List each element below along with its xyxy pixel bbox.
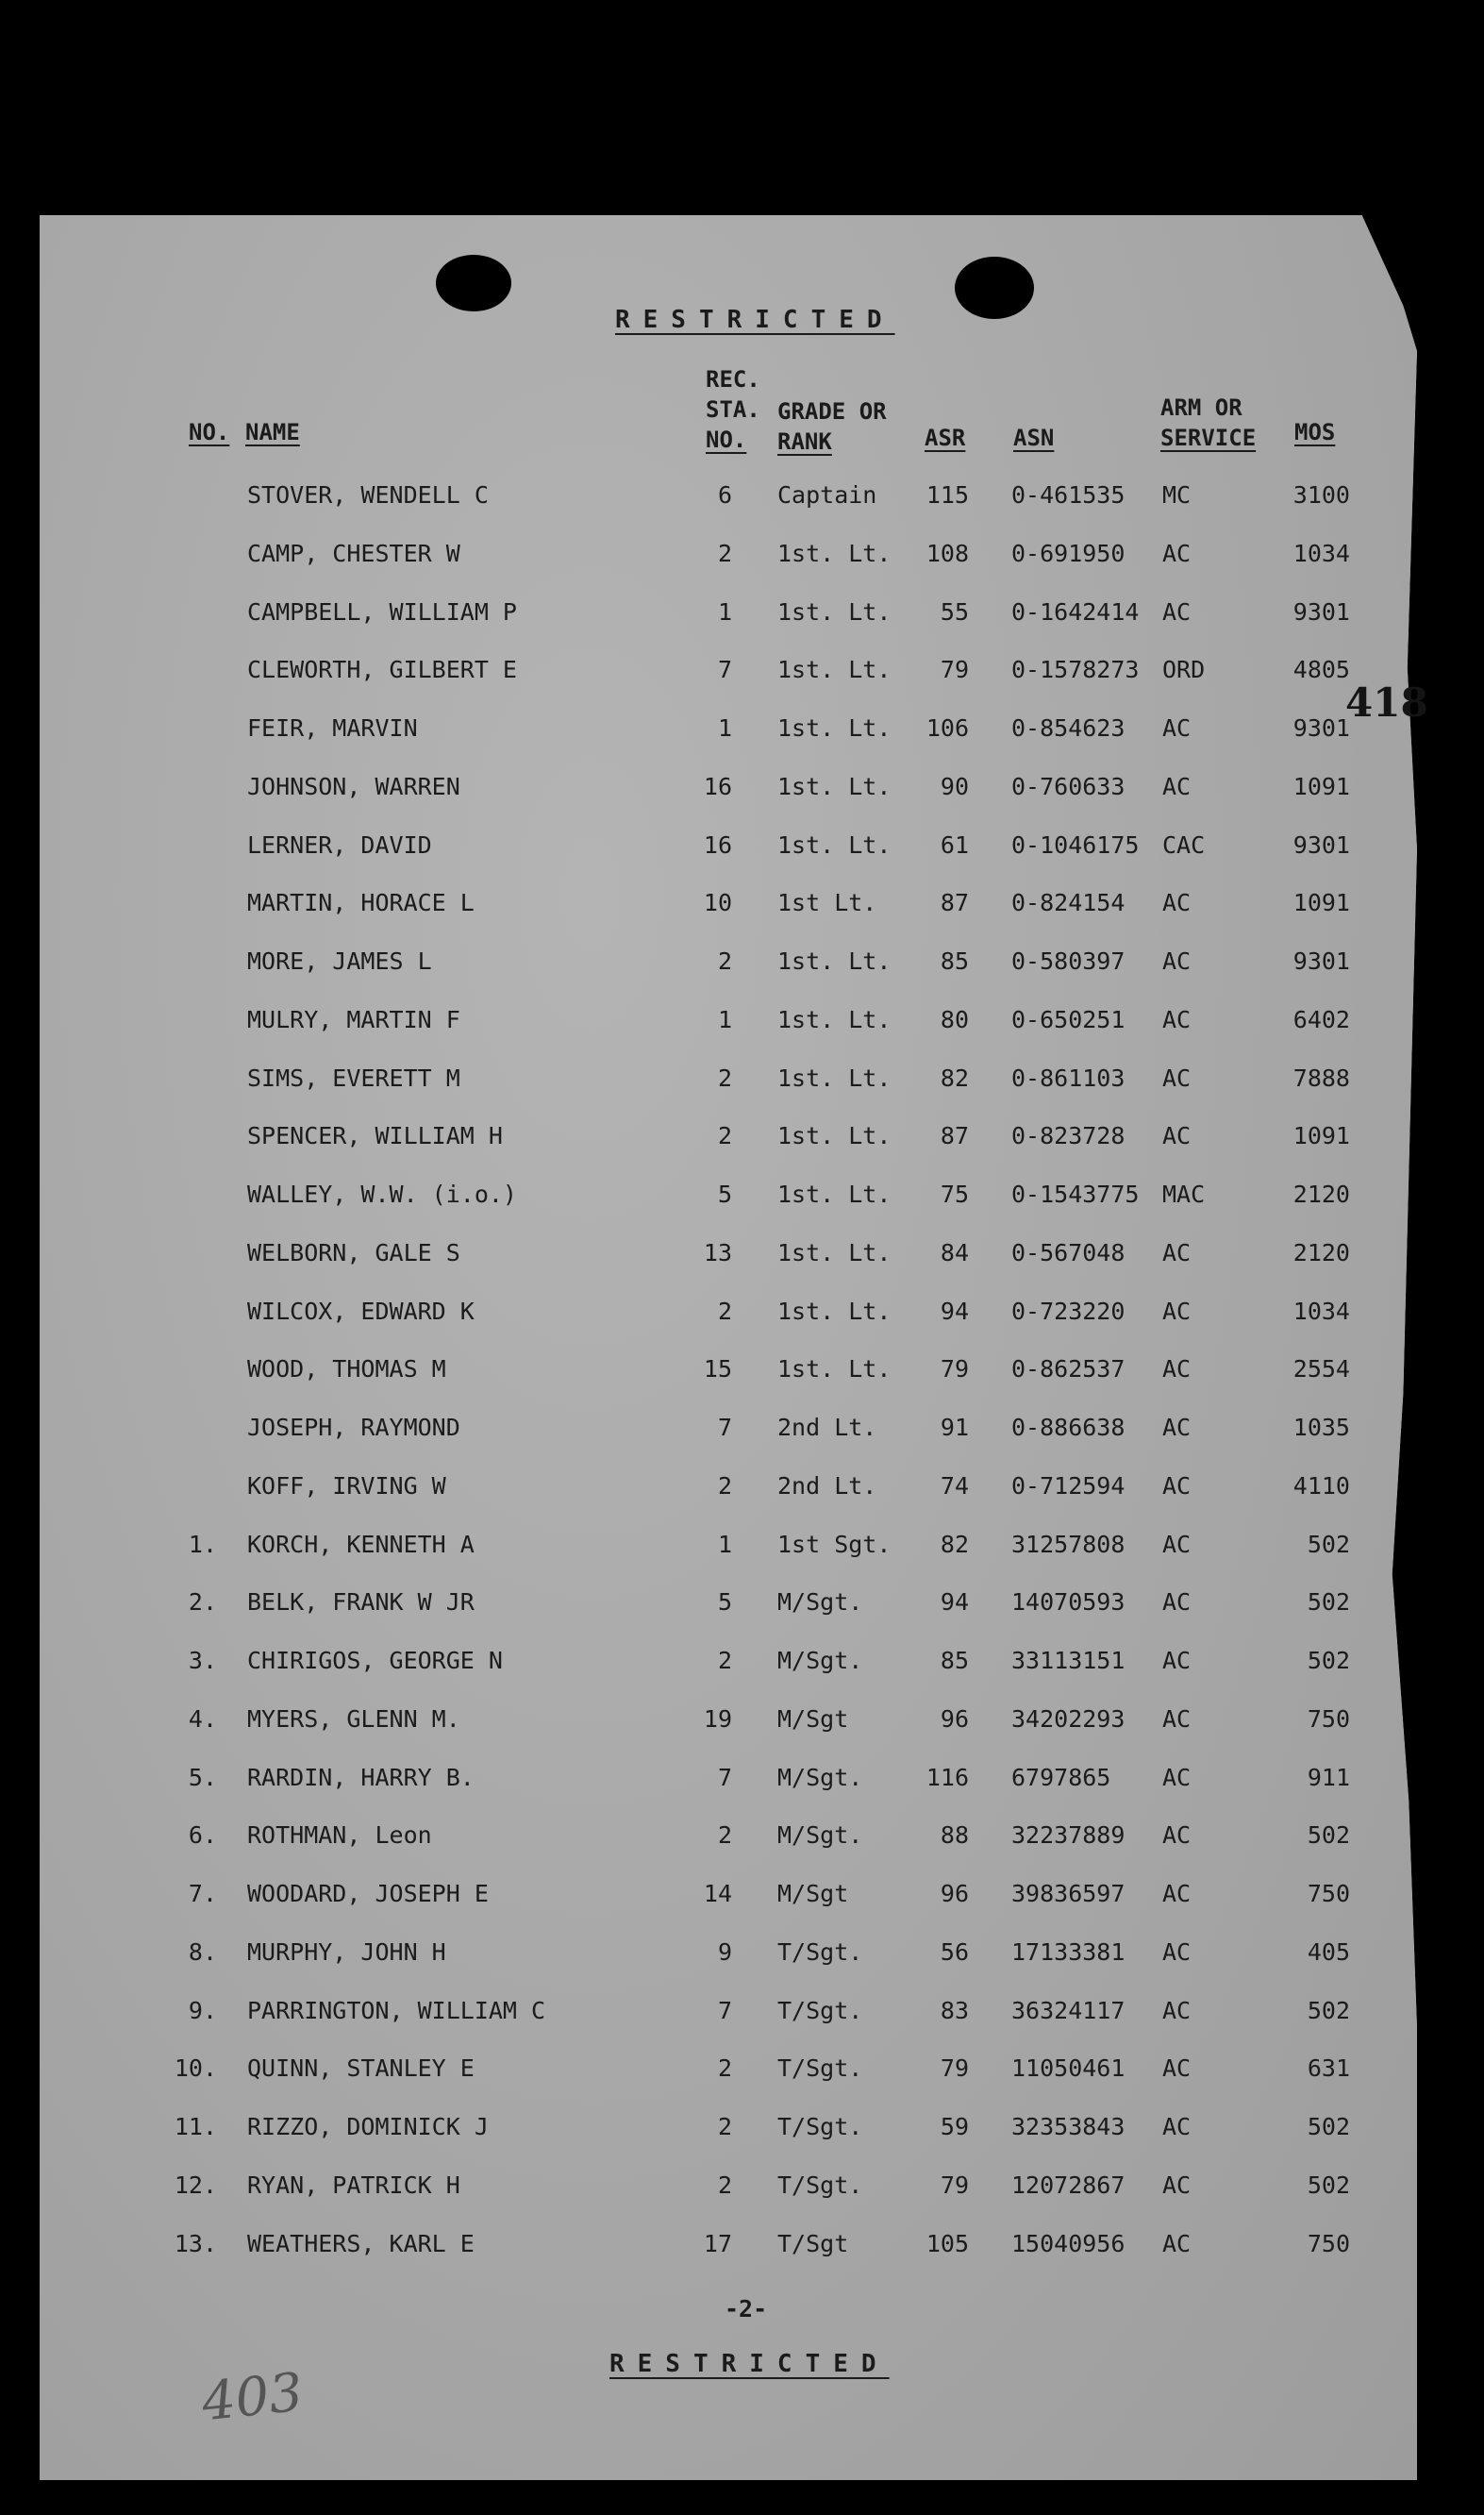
column-header-mos: MOS — [1294, 419, 1336, 445]
column-header-rec-sta-no: REC. STA. NO. — [706, 366, 760, 453]
cell-grade: M/Sgt — [777, 1880, 849, 1907]
cell-name: WELBORN, GALE S — [247, 1238, 460, 1266]
cell-arm: AC — [1162, 889, 1192, 917]
cell-sta: 2 — [717, 947, 732, 975]
cell-grade: M/Sgt. — [777, 1821, 863, 1850]
cell-asn: 0-854623 — [1011, 714, 1126, 742]
cell-name: CAMP, CHESTER W — [247, 539, 460, 567]
table-row — [0, 598, 1484, 636]
table-row — [0, 1472, 1484, 1510]
cell-grade: 1st. Lt. — [777, 947, 892, 975]
cell-arm: ORD — [1162, 656, 1206, 684]
table-row — [0, 540, 1484, 578]
cell-grade: 1st. Lt. — [777, 1064, 892, 1092]
cell-grade: 1st. Lt. — [777, 656, 892, 684]
cell-name: PARRINGTON, WILLIAM C — [247, 1996, 546, 2024]
cell-asr: 84 — [940, 1238, 969, 1266]
cell-arm: AC — [1162, 597, 1192, 626]
cell-asn: 12072867 — [1011, 2171, 1126, 2199]
table-row — [0, 1355, 1484, 1393]
cell-grade: 1st. Lt. — [777, 714, 892, 742]
cell-asn: 39836597 — [1011, 1880, 1126, 1907]
table-row — [0, 1414, 1484, 1451]
cell-name: JOHNSON, WARREN — [247, 772, 460, 800]
cell-asn: 6797865 — [1011, 1763, 1111, 1791]
cell-asn: 11050461 — [1011, 2054, 1126, 2083]
table-row — [0, 947, 1484, 985]
cell-mos: 1091 — [1292, 889, 1350, 917]
cell-name: KORCH, KENNETH A — [247, 1530, 475, 1558]
cell-name: RARDIN, HARRY B. — [247, 1763, 475, 1791]
cell-grade: 1st. Lt. — [777, 597, 892, 626]
cell-grade: 1st. Lt. — [777, 830, 892, 859]
cell-name: MARTIN, HORACE L — [247, 889, 475, 917]
cell-asr: 79 — [940, 656, 969, 684]
cell-asr: 79 — [940, 1355, 969, 1383]
cell-name: JOSEPH, RAYMOND — [247, 1414, 460, 1441]
cell-sta: 19 — [703, 1704, 732, 1733]
cell-arm: AC — [1162, 2054, 1192, 2083]
cell-arm: AC — [1162, 1471, 1192, 1500]
cell-mos: 4110 — [1292, 1471, 1350, 1500]
cell-asn: 0-861103 — [1011, 1064, 1126, 1092]
cell-grade: 1st Lt. — [777, 889, 877, 917]
cell-asr: 55 — [940, 597, 969, 626]
cell-sta: 2 — [717, 2171, 732, 2199]
cell-arm: AC — [1162, 947, 1192, 975]
cell-arm: AC — [1162, 1821, 1192, 1850]
cell-arm: AC — [1162, 1763, 1192, 1791]
cell-sta: 2 — [717, 1122, 732, 1150]
cell-name: LERNER, DAVID — [247, 830, 432, 859]
cell-asr: 75 — [940, 1181, 969, 1208]
cell-arm: MC — [1162, 481, 1192, 509]
cell-asr: 80 — [940, 1005, 969, 1033]
cell-mos: 9301 — [1292, 830, 1350, 859]
cell-mos: 405 — [1307, 1937, 1350, 1966]
page-number: -2- — [725, 2295, 768, 2322]
cell-asn: 32353843 — [1011, 2113, 1126, 2140]
cell-asn: 0-760633 — [1011, 772, 1126, 800]
cell-mos: 9301 — [1292, 597, 1350, 626]
stamped-page-number: 418 — [1345, 679, 1428, 726]
cell-arm: AC — [1162, 1937, 1192, 1966]
cell-name: STOVER, WENDELL C — [247, 481, 489, 509]
cell-mos: 750 — [1307, 1880, 1350, 1907]
table-row — [0, 656, 1484, 694]
cell-sta: 1 — [717, 714, 732, 742]
cell-sta: 1 — [717, 1005, 732, 1033]
cell-grade: 1st. Lt. — [777, 1122, 892, 1150]
cell-sta: 9 — [717, 1937, 732, 1966]
cell-grade: Captain — [777, 481, 877, 509]
cell-grade: T/Sgt. — [777, 2054, 863, 2083]
cell-mos: 750 — [1307, 1704, 1350, 1733]
cell-name: SPENCER, WILLIAM H — [247, 1122, 503, 1150]
cell-grade: 1st. Lt. — [777, 1238, 892, 1266]
cell-asn: 36324117 — [1011, 1996, 1126, 2024]
cell-arm: AC — [1162, 1064, 1192, 1092]
cell-sta: 1 — [717, 597, 732, 626]
cell-sta: 14 — [703, 1880, 732, 1907]
cell-name: MULRY, MARTIN F — [247, 1005, 460, 1033]
cell-no: 7. — [188, 1880, 217, 1907]
table-row — [0, 1588, 1484, 1626]
cell-asr: 108 — [925, 539, 969, 567]
cell-name: WILCOX, EDWARD K — [247, 1297, 475, 1325]
cell-asr: 91 — [940, 1414, 969, 1441]
cell-asn: 0-886638 — [1011, 1414, 1126, 1441]
cell-sta: 13 — [703, 1238, 732, 1266]
cell-sta: 7 — [717, 1763, 732, 1791]
cell-arm: MAC — [1162, 1181, 1206, 1208]
table-row — [0, 2171, 1484, 2209]
table-row — [0, 1006, 1484, 1044]
cell-no: 8. — [188, 1937, 217, 1966]
table-row — [0, 2054, 1484, 2092]
cell-asn: 0-1046175 — [1011, 830, 1140, 859]
cell-mos: 502 — [1307, 1821, 1350, 1850]
table-row — [0, 481, 1484, 519]
cell-name: QUINN, STANLEY E — [247, 2054, 475, 2083]
cell-mos: 502 — [1307, 1996, 1350, 2024]
cell-asr: 59 — [940, 2113, 969, 2140]
cell-asr: 61 — [940, 830, 969, 859]
cell-arm: AC — [1162, 1880, 1192, 1907]
table-row — [0, 1065, 1484, 1102]
table-row — [0, 1122, 1484, 1160]
cell-asn: 0-650251 — [1011, 1005, 1126, 1033]
cell-mos: 631 — [1307, 2054, 1350, 2083]
table-row — [0, 831, 1484, 869]
column-header-arm-service: ARM OR SERVICE — [1160, 394, 1257, 451]
table-row — [0, 1239, 1484, 1277]
table-row — [0, 1880, 1484, 1918]
table-row — [0, 1647, 1484, 1685]
cell-name: WOOD, THOMAS M — [247, 1355, 446, 1383]
cell-asn: 0-1578273 — [1011, 656, 1140, 684]
cell-sta: 7 — [717, 656, 732, 684]
table-row — [0, 2230, 1484, 2268]
cell-mos: 911 — [1307, 1763, 1350, 1791]
cell-asr: 90 — [940, 772, 969, 800]
cell-sta: 7 — [717, 1996, 732, 2024]
column-header-asn: ASN — [1013, 425, 1055, 451]
cell-sta: 2 — [717, 1471, 732, 1500]
cell-mos: 7888 — [1292, 1064, 1350, 1092]
cell-asr: 94 — [940, 1588, 969, 1617]
cell-asr: 115 — [925, 481, 969, 509]
cell-mos: 502 — [1307, 2171, 1350, 2199]
cell-name: BELK, FRANK W JR — [247, 1588, 475, 1617]
cell-mos: 1034 — [1292, 539, 1350, 567]
cell-asr: 88 — [940, 1821, 969, 1850]
cell-no: 2. — [188, 1588, 217, 1617]
cell-name: CHIRIGOS, GEORGE N — [247, 1647, 503, 1674]
cell-name: WOODARD, JOSEPH E — [247, 1880, 489, 1907]
cell-sta: 2 — [717, 1821, 732, 1850]
cell-sta: 6 — [717, 481, 732, 509]
cell-name: KOFF, IRVING W — [247, 1471, 446, 1500]
cell-asr: 96 — [940, 1880, 969, 1907]
cell-name: CAMPBELL, WILLIAM P — [247, 597, 517, 626]
cell-name: FEIR, MARVIN — [247, 714, 418, 742]
cell-asn: 0-691950 — [1011, 539, 1126, 567]
cell-asr: 87 — [940, 1122, 969, 1150]
cell-sta: 2 — [717, 539, 732, 567]
cell-sta: 10 — [703, 889, 732, 917]
cell-asn: 0-712594 — [1011, 1471, 1126, 1500]
cell-no: 6. — [188, 1821, 217, 1850]
cell-sta: 2 — [717, 1297, 732, 1325]
table-row — [0, 714, 1484, 752]
column-header-grade: GRADE OR RANK — [777, 398, 887, 455]
cell-sta: 16 — [703, 772, 732, 800]
cell-grade: 1st. Lt. — [777, 1297, 892, 1325]
restricted-footer: RESTRICTED — [609, 2350, 890, 2378]
cell-grade: T/Sgt. — [777, 1937, 863, 1966]
cell-arm: AC — [1162, 539, 1192, 567]
cell-asn: 0-461535 — [1011, 481, 1126, 509]
cell-name: WALLEY, W.W. (i.o.) — [247, 1181, 517, 1208]
table-row — [0, 773, 1484, 811]
cell-no: 12. — [174, 2171, 217, 2199]
cell-asn: 0-723220 — [1011, 1297, 1126, 1325]
table-row — [0, 1181, 1484, 1218]
table-row — [0, 1821, 1484, 1859]
cell-asr: 79 — [940, 2054, 969, 2083]
cell-asn: 0-567048 — [1011, 1238, 1126, 1266]
cell-sta: 17 — [703, 2229, 732, 2257]
cell-asn: 31257808 — [1011, 1530, 1126, 1558]
punch-hole-left — [436, 255, 511, 311]
cell-arm: CAC — [1162, 830, 1206, 859]
cell-mos: 2120 — [1292, 1181, 1350, 1208]
punch-hole-right — [955, 257, 1034, 319]
cell-name: RIZZO, DOMINICK J — [247, 2113, 489, 2140]
cell-asn: 17133381 — [1011, 1937, 1126, 1966]
cell-asr: 82 — [940, 1530, 969, 1558]
cell-name: WEATHERS, KARL E — [247, 2229, 475, 2257]
cell-name: ROTHMAN, Leon — [247, 1821, 432, 1850]
table-row — [0, 1705, 1484, 1743]
cell-asr: 85 — [940, 947, 969, 975]
cell-sta: 1 — [717, 1530, 732, 1558]
cell-asn: 0-1642414 — [1011, 597, 1140, 626]
cell-grade: M/Sgt. — [777, 1763, 863, 1791]
table-row — [0, 1531, 1484, 1568]
cell-sta: 5 — [717, 1181, 732, 1208]
cell-arm: AC — [1162, 2171, 1192, 2199]
cell-arm: AC — [1162, 1647, 1192, 1674]
column-header-name: NAME — [245, 419, 300, 445]
cell-sta: 2 — [717, 2054, 732, 2083]
table-row — [0, 1997, 1484, 2035]
column-header-asr: ASR — [925, 425, 966, 451]
cell-arm: AC — [1162, 1122, 1192, 1150]
cell-no: 3. — [188, 1647, 217, 1674]
table-row — [0, 889, 1484, 927]
cell-asr: 56 — [940, 1937, 969, 1966]
cell-arm: AC — [1162, 1996, 1192, 2024]
cell-sta: 5 — [717, 1588, 732, 1617]
cell-asr: 87 — [940, 889, 969, 917]
cell-name: CLEWORTH, GILBERT E — [247, 656, 517, 684]
cell-no: 10. — [174, 2054, 217, 2083]
restricted-header: RESTRICTED — [615, 306, 895, 334]
cell-sta: 2 — [717, 1064, 732, 1092]
cell-grade: 2nd Lt. — [777, 1471, 877, 1500]
cell-grade: 1st. Lt. — [777, 772, 892, 800]
cell-arm: AC — [1162, 1005, 1192, 1033]
cell-asr: 74 — [940, 1471, 969, 1500]
cell-name: MURPHY, JOHN H — [247, 1937, 446, 1966]
cell-asn: 0-862537 — [1011, 1355, 1126, 1383]
cell-name: RYAN, PATRICK H — [247, 2171, 460, 2199]
cell-mos: 502 — [1307, 1530, 1350, 1558]
cell-grade: 1st. Lt. — [777, 1181, 892, 1208]
cell-name: MYERS, GLENN M. — [247, 1704, 460, 1733]
cell-name: SIMS, EVERETT M — [247, 1064, 460, 1092]
cell-asn: 0-824154 — [1011, 889, 1126, 917]
cell-sta: 2 — [717, 1647, 732, 1674]
cell-asr: 79 — [940, 2171, 969, 2199]
cell-asr: 116 — [925, 1763, 969, 1791]
cell-asr: 96 — [940, 1704, 969, 1733]
cell-asn: 34202293 — [1011, 1704, 1126, 1733]
cell-mos: 2120 — [1292, 1238, 1350, 1266]
cell-grade: M/Sgt. — [777, 1588, 863, 1617]
table-row — [0, 1938, 1484, 1976]
cell-arm: AC — [1162, 1355, 1192, 1383]
cell-arm: AC — [1162, 2229, 1192, 2257]
cell-asn: 33113151 — [1011, 1647, 1126, 1674]
cell-sta: 15 — [703, 1355, 732, 1383]
cell-grade: M/Sgt. — [777, 1647, 863, 1674]
cell-mos: 1035 — [1292, 1414, 1350, 1441]
cell-mos: 1034 — [1292, 1297, 1350, 1325]
cell-grade: M/Sgt — [777, 1704, 849, 1733]
cell-mos: 1091 — [1292, 772, 1350, 800]
column-header-no: NO. — [189, 419, 230, 445]
cell-mos: 9301 — [1292, 947, 1350, 975]
cell-asr: 94 — [940, 1297, 969, 1325]
cell-arm: AC — [1162, 1588, 1192, 1617]
cell-mos: 502 — [1307, 2113, 1350, 2140]
table-row — [0, 1298, 1484, 1335]
cell-asn: 0-580397 — [1011, 947, 1126, 975]
cell-mos: 9301 — [1292, 714, 1350, 742]
cell-arm: AC — [1162, 1297, 1192, 1325]
cell-arm: AC — [1162, 772, 1192, 800]
cell-mos: 6402 — [1292, 1005, 1350, 1033]
cell-grade: T/Sgt. — [777, 1996, 863, 2024]
cell-asr: 85 — [940, 1647, 969, 1674]
cell-asn: 15040956 — [1011, 2229, 1126, 2257]
cell-grade: 1st. Lt. — [777, 1355, 892, 1383]
cell-no: 11. — [174, 2113, 217, 2140]
cell-sta: 2 — [717, 2113, 732, 2140]
cell-sta: 16 — [703, 830, 732, 859]
cell-mos: 750 — [1307, 2229, 1350, 2257]
table-row — [0, 2113, 1484, 2151]
cell-asn: 14070593 — [1011, 1588, 1126, 1617]
cell-mos: 2554 — [1292, 1355, 1350, 1383]
cell-mos: 3100 — [1292, 481, 1350, 509]
table-row — [0, 1764, 1484, 1802]
cell-arm: AC — [1162, 714, 1192, 742]
cell-asr: 83 — [940, 1996, 969, 2024]
cell-grade: T/Sgt. — [777, 2171, 863, 2199]
cell-mos: 502 — [1307, 1588, 1350, 1617]
cell-asr: 105 — [925, 2229, 969, 2257]
cell-no: 4. — [188, 1704, 217, 1733]
cell-grade: 1st Sgt. — [777, 1530, 892, 1558]
cell-no: 5. — [188, 1763, 217, 1791]
cell-name: MORE, JAMES L — [247, 947, 432, 975]
cell-asn: 0-823728 — [1011, 1122, 1126, 1150]
cell-mos: 1091 — [1292, 1122, 1350, 1150]
cell-no: 9. — [188, 1996, 217, 2024]
cell-arm: AC — [1162, 2113, 1192, 2140]
cell-asr: 106 — [925, 714, 969, 742]
cell-no: 13. — [174, 2229, 217, 2257]
cell-arm: AC — [1162, 1414, 1192, 1441]
cell-grade: 2nd Lt. — [777, 1414, 877, 1441]
cell-grade: T/Sgt. — [777, 2113, 863, 2140]
cell-grade: 1st. Lt. — [777, 539, 892, 567]
cell-no: 1. — [188, 1530, 217, 1558]
cell-grade: 1st. Lt. — [777, 1005, 892, 1033]
cell-asn: 0-1543775 — [1011, 1181, 1140, 1208]
cell-arm: AC — [1162, 1530, 1192, 1558]
cell-arm: AC — [1162, 1704, 1192, 1733]
cell-asn: 32237889 — [1011, 1821, 1126, 1850]
handwritten-note: 403 — [198, 2361, 306, 2434]
cell-arm: AC — [1162, 1238, 1192, 1266]
cell-sta: 7 — [717, 1414, 732, 1441]
cell-grade: T/Sgt — [777, 2229, 849, 2257]
cell-mos: 502 — [1307, 1647, 1350, 1674]
cell-mos: 4805 — [1292, 656, 1350, 684]
cell-asr: 82 — [940, 1064, 969, 1092]
